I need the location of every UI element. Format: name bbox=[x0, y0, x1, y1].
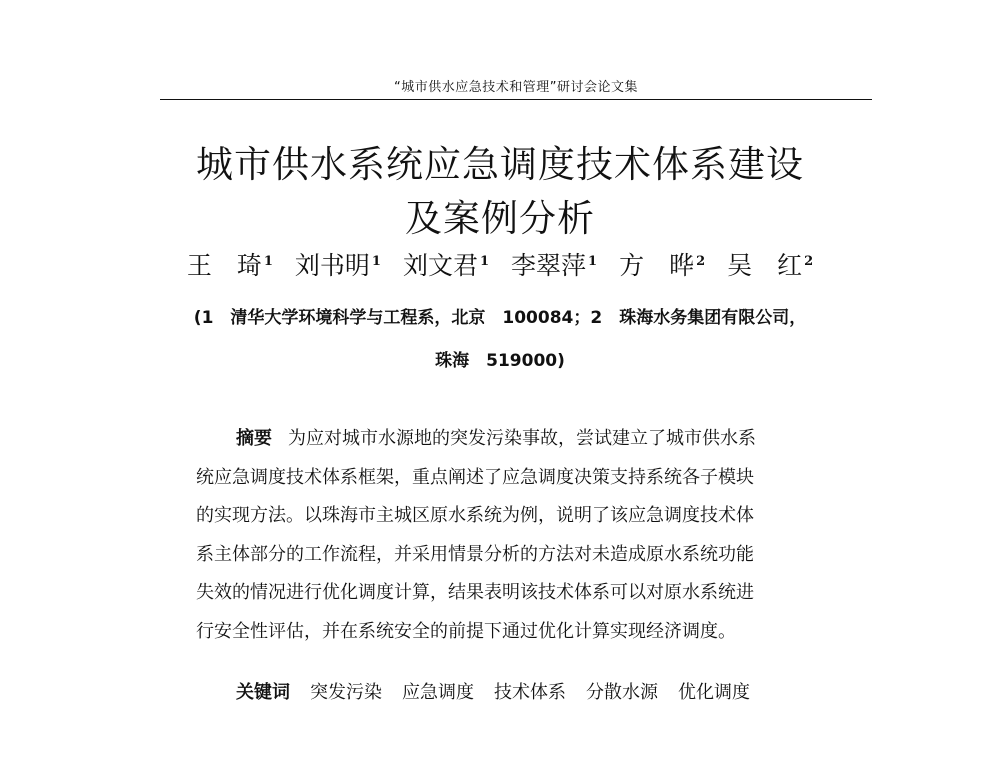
author-name: 方 晔 bbox=[619, 251, 695, 280]
abstract-line: 的实现方法。以珠海市主城区原水系统为例，说明了该应急调度技术体 bbox=[196, 505, 754, 526]
affiliation-line-2: 珠海 519000) bbox=[435, 351, 565, 371]
affiliation-line-1: (1 清华大学环境科学与工程系，北京 100084；2 珠海水务集团有限公司， bbox=[193, 308, 807, 328]
affiliation-marker: 2 bbox=[696, 253, 706, 269]
author bbox=[295, 246, 381, 282]
keyword: 应急调度 bbox=[402, 682, 474, 703]
author bbox=[403, 246, 489, 282]
affiliation-marker: 1 bbox=[588, 253, 598, 269]
abstract-text: 为应对城市水源地的突发污染事故，尝试建立了城市供水系 bbox=[288, 428, 756, 449]
affiliation-marker: 1 bbox=[263, 253, 273, 269]
abstract-line: 系主体部分的工作流程，并采用情景分析的方法对未造成原水系统功能 bbox=[196, 543, 754, 565]
author-name: 吴 红 bbox=[727, 251, 803, 280]
keyword: 优化调度 bbox=[678, 682, 750, 703]
keyword: 突发污染 bbox=[310, 682, 382, 703]
paper-title-line-1: 城市供水系统应急调度技术体系建设 bbox=[196, 143, 804, 186]
abstract-label: 摘要 bbox=[236, 428, 272, 449]
abstract-line: 失效的情况进行优化调度计算，结果表明该技术体系可以对原水系统进 bbox=[196, 582, 754, 603]
keywords-label: 关键词 bbox=[236, 682, 290, 703]
author-name: 李翠萍 bbox=[511, 251, 587, 280]
affiliation-marker: 2 bbox=[804, 253, 814, 269]
running-header: “城市供水应急技术和管理”研讨会论文集 bbox=[160, 76, 872, 100]
author-name: 王 琦 bbox=[186, 251, 262, 280]
author-name: 刘书明 bbox=[294, 251, 370, 280]
keyword: 技术体系 bbox=[494, 682, 566, 703]
keywords bbox=[236, 678, 750, 704]
author bbox=[727, 246, 813, 282]
abstract-line bbox=[196, 420, 836, 459]
author bbox=[619, 246, 705, 282]
abstract-line: 统应急调度技术体系框架，重点阐述了应急调度决策支持系统各子模块 bbox=[196, 466, 754, 488]
paper-title-line-2: 及案例分析 bbox=[405, 197, 595, 240]
author bbox=[187, 246, 273, 282]
abstract bbox=[196, 420, 836, 651]
affiliation-marker: 1 bbox=[479, 253, 489, 269]
author-name: 刘文君 bbox=[402, 251, 478, 280]
affiliation-marker: 1 bbox=[371, 253, 381, 269]
keyword: 分散水源 bbox=[586, 682, 658, 703]
abstract-line: 行安全性评估，并在系统安全的前提下通过优化计算实现经济调度。 bbox=[196, 620, 736, 642]
author-list bbox=[0, 246, 1000, 282]
author bbox=[511, 246, 597, 282]
